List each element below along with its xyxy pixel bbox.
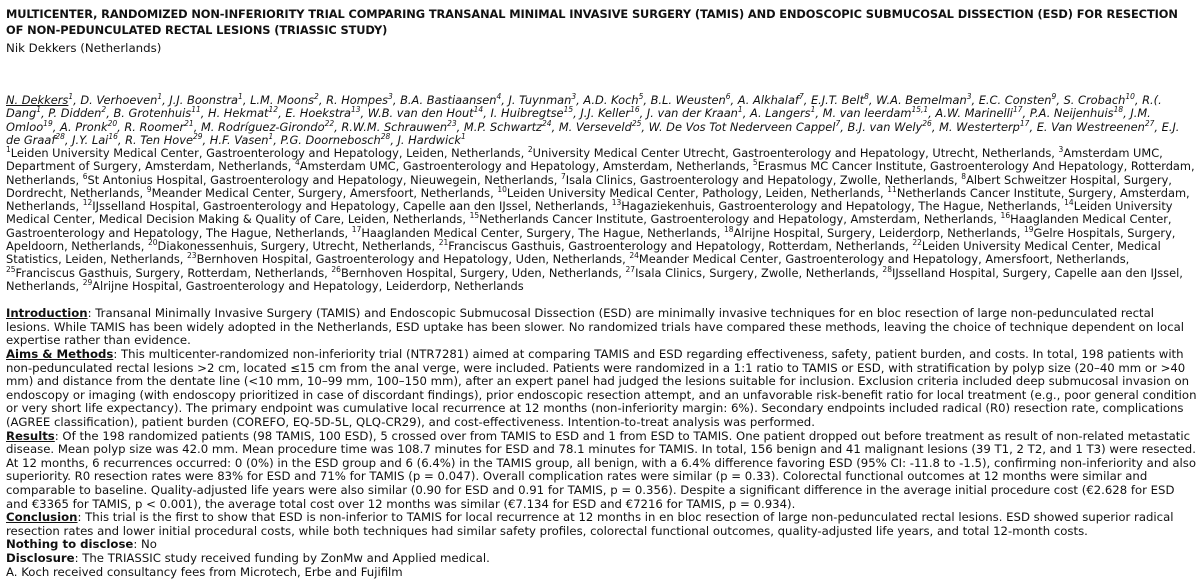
author-affiliation-number: 29 xyxy=(192,132,203,141)
affiliation-number: 21 xyxy=(438,238,449,248)
affiliation-text: Gelre Hospitals, Surgery, Apeldoorn, Netherlands xyxy=(6,225,1176,254)
author-affiliation-number: 19 xyxy=(43,118,53,128)
author-name: J.J. Keller xyxy=(580,106,631,121)
author-affiliation-number: 24 xyxy=(542,118,552,128)
affiliation-text: Bernhoven Hospital, Surgery, Uden, Netherlands xyxy=(340,265,619,280)
author-name: J.M. Omloo xyxy=(6,106,1151,134)
affiliation-text: Leiden University Medical Center, Medical Statistics, Leiden, Netherlands xyxy=(6,239,1161,267)
author-affiliation-number: 1 xyxy=(36,105,41,115)
author-name: J. Hardwick xyxy=(397,132,461,147)
results-section xyxy=(6,430,1197,512)
affiliation-text: Isala Clinics, Gastroenterology and Hepatology, Zwolle, Netherlands xyxy=(565,172,955,187)
affiliation-text: Albert Schweitzer Hospital, Surgery, Dordrecht, Netherlands xyxy=(6,172,1172,200)
affiliation-number: 10 xyxy=(497,185,507,195)
section-text: : Transanal Minimally Invasive Surgery (TAMIS) and Endoscopic Submucosal Dissection (ESD) are minimally invasive techniques for en bloc resection of large non-pedunculated rectal lesions. While TAMIS has been widely adopted in the Netherlands, ESD uptake has been slower. No randomized trials have compared these methods, leaving the choice of technique dependent on local expertise rather than evidence. xyxy=(6,306,1185,348)
affiliation-text: IJsselland Hospital, Gastroenterology and Hepatology, Capelle aan den IJssel, Netherlands xyxy=(92,199,605,214)
author-affiliation-number: 1 xyxy=(68,92,74,102)
author-name: J. van der Kraan xyxy=(646,106,738,121)
author-name: L.M. Moons xyxy=(250,93,315,108)
affiliation-number: 18 xyxy=(723,224,734,234)
author-name: R.W.M. Schrauwen xyxy=(341,119,448,134)
author-affiliation-number: 3 xyxy=(388,92,393,102)
author-name: E. Hoekstra xyxy=(285,106,351,121)
aims-methods-section xyxy=(6,348,1197,430)
affiliation-text: Bernhoven Hospital, Gastroenterology and Hepatology, Uden, Netherlands xyxy=(196,252,623,267)
introduction-section xyxy=(6,307,1197,348)
author-affiliation-number: 9 xyxy=(1051,92,1057,102)
author-name: D. Verhoeven xyxy=(80,93,158,108)
author-name: R.(. Dang xyxy=(6,93,1162,121)
author-name: J. Tuynman xyxy=(508,93,572,108)
affiliation-text: Franciscus Gasthuis, Surgery, Rotterdam, Netherlands xyxy=(15,265,325,280)
author-name: M. Verseveld xyxy=(558,119,632,134)
author-name: R. Roomer xyxy=(124,119,185,134)
author-affiliation-number: 1 xyxy=(268,132,274,141)
author-name: I. Huibregtse xyxy=(490,106,564,121)
author-affiliation-number: 2 xyxy=(101,105,107,115)
author-name: J.Y. Lai xyxy=(72,132,109,147)
author-name: P.G. Doornebosch xyxy=(280,132,381,147)
author-list: N. Dekkers$^1$, D. Verhoeven$^1$, J.J. Boonstra$^1$, L.M. Moons$^2$, R. Hompes$^3$, B.A. Bastiaansen$^4$, J. Tuynman$^3$, A.D. Koch$^5$, B.L. Weusten$^6$, A. Alkhalaf$^7$, E.J.T. Belt$^8$, W.A. Bemelman$^3$, E.C. Consten$^9$, S. Crobach$^{10}$, R.(. Dang$^1$, P. Didden$^2$, B. Grotenhuis$^{11}$, H. Hekmat$^{12}$, E. Hoekstra$^{13}$, W.B. van den Hout$^{14}$, I. Huibregtse$^{15}$, J.J. Keller$^{16}$, J. van der Kraan$^1$, A. Langers$^1$, M. van leerdam$^{15,1}$, A.W. Marinelli$^{17}$, P.A. Neijenhuis$^{18}$, J.M. Omloo$^{19}$, A. Pronk$^{20}$, R. Roomer$^{21}$, M. Rodríguez-Girondo$^{22}$, R.W.M. Schrauwen$^{23}$, M.P. Schwartz$^{24}$, M. Verseveld$^{25}$, W. De Vos Tot Nederveen Cappel$^7$, B.J. van Wely$^{26}$, M. Westerterp$^{17}$, E. Van Westreenen$^{27}$, E.J. de Graaf$^{28}$, J.Y. Lai$^{16}$, R. Ten Hove$^{29}$, H.F. Vasen$^1$, P.G. Doornebosch$^{28}$, J. Hardwick$^1$ xyxy=(6,92,1180,147)
affiliation-number: 5 xyxy=(752,158,758,168)
author-name: B.A. Bastiaansen xyxy=(400,93,497,108)
author-name: R. Ten Hove xyxy=(125,132,193,147)
nothing-to-disclose-section xyxy=(6,538,1197,552)
affiliation-text: IJsselland Hospital, Surgery, Capelle aan den IJssel, Netherlands xyxy=(6,265,1183,293)
affiliation-number: 14 xyxy=(1064,198,1074,208)
author-name: E.J.T. Belt xyxy=(810,93,865,108)
author-name: B.J. van Wely xyxy=(847,119,923,134)
affiliation-text: Erasmus MC Cancer Institute, Gastroenterology And Hepatology, Rotterdam, Netherlands xyxy=(6,159,1195,187)
author-affiliation-number: 28 xyxy=(380,132,391,141)
author-name: P. Didden xyxy=(48,106,102,121)
presenting-author-name: N. Dekkers xyxy=(6,93,69,108)
affiliation-text: Netherlands Cancer Institute, Gastroenterology and Hepatology, Amsterdam, Netherlands xyxy=(479,212,994,227)
affiliation-number: 28 xyxy=(882,264,892,274)
author-name: J.J. Boonstra xyxy=(169,93,239,108)
affiliation-number: 22 xyxy=(912,238,922,248)
affiliation-number: 15 xyxy=(469,211,480,221)
author-affiliation-number: 11 xyxy=(191,105,201,115)
author-affiliation-number: 18 xyxy=(1113,105,1124,115)
author-affiliation-number: 7 xyxy=(835,118,841,128)
affiliation-text: St Antonius Hospital, Gastroenterology and Hepatology, Nieuwegein, Netherlands xyxy=(87,172,554,187)
author-affiliation-number: 4 xyxy=(496,92,502,102)
affiliation-number: 29 xyxy=(82,278,93,288)
author-name: E.C. Consten xyxy=(978,93,1052,108)
author-affiliation-number: 15 xyxy=(563,105,574,115)
affiliation-text: Netherlands Cancer Institute, Surgery, Amsterdam, Netherlands xyxy=(6,185,1190,214)
author-name: B.L. Weusten xyxy=(650,93,726,108)
disclosure-section xyxy=(6,552,1197,566)
affiliation-number: 27 xyxy=(625,264,636,274)
affiliation-text: Diakonessenhuis, Surgery, Utrecht, Netherlands xyxy=(157,239,432,254)
affiliation-text: Leiden University Medical Center, Medical Decision Making & Quality of Care, Leiden, Netherlands xyxy=(6,199,1173,227)
section-label: Results xyxy=(6,428,55,443)
affiliation-text: University Medical Center Utrecht, Gastroenterology and Hepatology, Utrecht, Netherlands xyxy=(532,146,1052,160)
affiliation-text: Amsterdam UMC, Gastroenterology and Hepatology, Amsterdam, Netherlands xyxy=(299,159,746,174)
author-name: H.F. Vasen xyxy=(209,132,269,147)
author-name: S. Crobach xyxy=(1063,93,1126,108)
affiliation-number: 1 xyxy=(6,145,11,155)
section-label: Disclosure xyxy=(6,550,75,565)
affiliation-text: Amsterdam UMC, Department of Surgery, Amsterdam, Netherlands xyxy=(6,146,1163,174)
author-affiliation-number: 14 xyxy=(473,105,484,115)
author-affiliation-number: 8 xyxy=(864,92,869,102)
affiliation-text: Leiden University Medical Center, Pathology, Leiden, Netherlands xyxy=(506,185,881,200)
author-name: M. Westerterp xyxy=(939,119,1020,134)
author-name: E.J. de Graaf xyxy=(6,119,1180,147)
author-name: A. Pronk xyxy=(59,119,108,134)
affiliation-text: Alrijne Hospital, Gastroenterology and Hepatology, Leiderdorp, Netherlands xyxy=(92,278,524,293)
author-affiliation-number: 1 xyxy=(238,92,243,102)
conclusion-section xyxy=(6,511,1197,538)
affiliation-number: 12 xyxy=(82,198,93,208)
section-label: Introduction xyxy=(6,306,88,321)
affiliation-text: Alrijne Hospital, Surgery, Leiderdorp, Netherlands xyxy=(733,225,1017,240)
section-label: Nothing to disclose xyxy=(6,537,134,552)
author-name: A. Langers xyxy=(749,106,811,121)
affiliation-text: Haaglanden Medical Center, Surgery, The Hague, Netherlands xyxy=(361,225,717,240)
affiliation-number: 2 xyxy=(527,145,533,155)
affiliation-text: Isala Clinics, Surgery, Zwolle, Netherlands xyxy=(635,265,876,280)
affiliation-text: Meander Medical Center, Surgery, Amersfoort, Netherlands xyxy=(151,185,491,200)
author-affiliation-number: 10 xyxy=(1125,92,1135,102)
affiliation-number: 9 xyxy=(146,185,152,195)
author-affiliation-number: 3 xyxy=(966,92,972,102)
section-text: : Of the 198 randomized patients (98 TAMIS, 100 ESD), 5 crossed over from TAMIS to ESD and 1 from ESD to TAMIS. One patient dropped out before treatment as result of non-related metastatic disease. Mean polyp size was 42.0 mm. Mean procedure time was 108.7 minutes for ESD and 78.1 minutes for TAMIS. In total, 156 benign and 41 malignant lesions (39 T1, 2 T2, and 1 T3) were resected. At 12 months, 6 recurrences occurred: 0 (0%) in the ESD group and 6 (6.4%) in the TAMIS group, all benign, with a 6.4% difference favoring ESD (95% CI: -11.8 to -1.5), confirming non-inferiority and also superiority. R0 resection rates were 83% for ESD and 71% for TAMIS (p = 0.047). Overall complication rates were similar (p = 0.33). Colorectal functional outcomes at 12 months were similar and comparable to baseline. Quality-adjusted life years were also similar (0.90 for ESD and 0.91 for TAMIS, p = 0.356). Despite a significant difference in the average initial procedure cost (€2.628 for ESD and €3365 for TAMIS, p < 0.001), the average total cost over 12 months was similar (€7.134 for ESD and €7216 for TAMIS, p = 0.934). xyxy=(6,428,1197,511)
author-affiliation-number: 1 xyxy=(737,105,743,115)
author-name: A.W. Marinelli xyxy=(935,106,1013,121)
author-affiliation-number: 16 xyxy=(630,105,640,115)
affiliation-number: 16 xyxy=(1000,211,1011,221)
affiliation-number: 17 xyxy=(351,224,362,234)
section-label: Aims & Methods xyxy=(6,347,114,362)
affiliation-number: 25 xyxy=(6,264,16,274)
section-text: : The TRIASSIC study received funding by ZonMw and Applied medical. xyxy=(74,550,490,565)
affiliation-number: 3 xyxy=(1058,145,1064,155)
author-name: W.B. van den Hout xyxy=(367,106,474,121)
author-affiliation-number: 3 xyxy=(571,92,577,102)
author-affiliation-number: 1 xyxy=(460,132,466,141)
affiliation-text: Franciscus Gasthuis, Gastroenterology and Hepatology, Rotterdam, Netherlands xyxy=(448,239,906,254)
affiliation-number: 24 xyxy=(629,251,639,261)
author-affiliation-number: 7 xyxy=(798,92,804,102)
author-name: M.P. Schwartz xyxy=(463,119,543,134)
author-name: H. Hekmat xyxy=(208,106,269,121)
affiliation-number: 13 xyxy=(611,198,622,208)
author-affiliation-number: 5 xyxy=(638,92,644,102)
affiliation-text: Leiden University Medical Center, Gastroenterology and Hepatology, Leiden, Netherlands xyxy=(10,146,521,160)
section-text: : This multicenter-randomized non-inferiority trial (NTR7281) aimed at comparing TAMIS and ESD regarding effectiveness, safety, patient burden, and costs. In total, 198 patients with non-pedunculated rectal lesions >2 cm, located ≤15 cm from the anal verge, were included. Patients were randomized in a 1:1 ratio to TAMIS or ESD, with stratification by polyp size (20–40 mm or >40 mm) and distance from the dentate line (<10 mm, 10–99 mm, 100–150 mm), after an expert panel had judged the lesions suitable for inclusion. Exclusion criteria included deep submucosal invasion on endoscopy or imaging (with endoscopy prioritized in case of discordant findings), prior endoscopic resection attempt, and an unfavorable risk-benefit ratio for local treatment (e.g., poor general condition or very short life expectancy). The primary endpoint was cumulative local recurrence at 12 months (non-inferiority margin: 6%). Secondary endpoints included radical (R0) resection rate, complications (AGREE classification), patient burden (COREFO, EQ-5D-5L, QLQ-CR29), and cost-effectiveness. Intention-to-treat analysis was performed. xyxy=(6,347,1197,430)
author-affiliation-number: 28 xyxy=(55,132,65,141)
author-affiliation-number: 25 xyxy=(631,118,642,128)
section-label: Conclusion xyxy=(6,510,78,525)
author-affiliation-number: 23 xyxy=(447,118,457,128)
author-affiliation-number: 13 xyxy=(350,105,361,115)
section-text: : This trial is the first to show that ESD is non-inferior to TAMIS for local recurrence at 12 months in en bloc resection of large non-pedunculated rectal lesions. ESD showed superior radical resection rates and lower initial procedural costs, while both techniques had similar safety profiles, colorectal functional outcomes, quality-adjusted life years, and total 12-month costs. xyxy=(6,510,1174,538)
presenter: Nik Dekkers (Netherlands) xyxy=(6,41,162,56)
author-affiliation-number: 12 xyxy=(268,105,279,115)
author-affiliation-number: 16 xyxy=(108,132,118,141)
affiliation-list: $^1$Leiden University Medical Center, Gastroenterology and Hepatology, Leiden, Netherlands, $^2$University Medical Center Utrecht, Gastroenterology and Hepatology, Utrecht, Netherlands, $^3$Amsterdam UMC, Department of Surgery, Amsterdam, Netherlands, $^4$Amsterdam UMC, Gastroenterology and Hepatology, Amsterdam, Netherlands, $^5$Erasmus MC Cancer Institute, Gastroenterology And Hepatology, Rotterdam, Netherlands, $^6$St Antonius Hospital, Gastroenterology and Hepatology, Nieuwegein, Netherlands, $^7$Isala Clinics, Gastroenterology and Hepatology, Zwolle, Netherlands, $^8$Albert Schweitzer Hospital, Surgery, Dordrecht, Netherlands, $^9$Meander Medical Center, Surgery, Amersfoort, Netherlands, $^{10}$Leiden University Medical Center, Pathology, Leiden, Netherlands, $^{11}$Netherlands Cancer Institute, Surgery, Amsterdam, Netherlands, $^{12}$IJsselland Hospital, Gastroenterology and Hepatology, Capelle aan den IJssel, Netherlands, $^{13}$Hagaziekenhuis, Gastroenterology and Hepatology, The Hague, Netherlands, $^{14}$Leiden University Medical Center, Medical Decision Making & Quality of Care, Leiden, Netherlands, $^{15}$Netherlands Cancer Institute, Gastroenterology and Hepatology, Amsterdam, Netherlands, $^{16}$Haaglanden Medical Center, Gastroenterology and Hepatology, The Hague, Netherlands, $^{17}$Haaglanden Medical Center, Surgery, The Hague, Netherlands, $^{18}$Alrijne Hospital, Surgery, Leiderdorp, Netherlands, $^{19}$Gelre Hospitals, Surgery, Apeldoorn, Netherlands, $^{20}$Diakonessenhuis, Surgery, Utrecht, Netherlands, $^{21}$Franciscus Gasthuis, Gastroenterology and Hepatology, Rotterdam, Netherlands, $^{22}$Leiden University Medical Center, Medical Statistics, Leiden, Netherlands, $^{23}$Bernhoven Hospital, Gastroenterology and Hepatology, Uden, Netherlands, $^{24}$Meander Medical Center, Gastroenterology and Hepatology, Amersfoort, Netherlands, $^{25}$Franciscus Gasthuis, Surgery, Rotterdam, Netherlands, $^{26}$Bernhoven Hospital, Surgery, Uden, Netherlands, $^{27}$Isala Clinics, Surgery, Zwolle, Netherlands, $^{28}$IJsselland Hospital, Surgery, Capelle aan den IJssel, Netherlands, $^{29}$Alrijne Hospital, Gastroenterology and Hepatology, Leiderdorp, Netherlands xyxy=(6,145,1195,293)
affiliation-number: 23 xyxy=(187,251,197,261)
author-name: R. Hompes xyxy=(326,93,389,108)
paper-title: MULTICENTER, RANDOMIZED NON-INFERIORITY TRIAL COMPARING TRANSANAL MINIMAL INVASIVE SURGERY (TAMIS) AND ENDOSCOPIC SUBMUCOSAL DISSECTION (ESD) FOR RESECTION OF NON-PEDUNCULATED RECTAL LESIONS (TRIASSIC STUDY) xyxy=(6,7,1178,37)
affiliation-number: 7 xyxy=(560,171,566,181)
affiliation-number: 8 xyxy=(961,171,967,181)
affiliation-number: 6 xyxy=(82,171,88,181)
section-text: : No xyxy=(133,537,157,552)
author-name: P.A. Neijenhuis xyxy=(1029,106,1114,121)
affiliation-text: Haaglanden Medical Center, Gastroenterology and Hepatology, The Hague, Netherlands xyxy=(6,212,1172,240)
author-name: A.D. Koch xyxy=(583,93,639,108)
affiliation-text: Meander Medical Center, Gastroenterology and Hepatology, Amersfoort, Netherlands xyxy=(638,252,1126,267)
disclosure-extra: A. Koch received consultancy fees from Microtech, Erbe and Fujifilm xyxy=(6,564,403,579)
author-affiliation-number: 1 xyxy=(157,92,163,102)
author-name: W. De Vos Tot Nederveen Cappel xyxy=(648,119,836,134)
author-affiliation-number: 27 xyxy=(1144,118,1155,128)
author-name: M. Rodríguez-Girondo xyxy=(200,119,325,134)
author-name: A. Alkhalaf xyxy=(737,93,799,108)
author-name: M. van leerdam xyxy=(822,106,912,121)
author-name: E. Van Westreenen xyxy=(1036,119,1145,134)
author-affiliation-number: 21 xyxy=(184,118,194,128)
author-affiliation-number: 17 xyxy=(1019,118,1030,128)
affiliation-number: 26 xyxy=(331,264,341,274)
author-affiliation-number: 2 xyxy=(314,92,319,102)
author-affiliation-number: 20 xyxy=(107,118,118,128)
affiliation-number: 4 xyxy=(295,158,300,168)
affiliation-number: 11 xyxy=(887,185,897,195)
author-affiliation-number: 1 xyxy=(810,105,816,115)
author-name: W.A. Bemelman xyxy=(876,93,967,108)
author-name: B. Grotenhuis xyxy=(113,106,192,121)
affiliation-text: Hagaziekenhuis, Gastroenterology and Hepatology, The Hague, Netherlands xyxy=(621,199,1057,214)
affiliation-number: 19 xyxy=(1023,224,1034,234)
author-affiliation-number: 6 xyxy=(725,92,731,102)
author-affiliation-number: 17 xyxy=(1012,105,1023,115)
author-affiliation-number: 22 xyxy=(324,118,335,128)
abstract-body xyxy=(6,307,1197,579)
affiliation-number: 20 xyxy=(148,238,158,248)
author-affiliation-number: 26 xyxy=(922,118,932,128)
author-affiliation-number: 15,1 xyxy=(911,105,929,115)
